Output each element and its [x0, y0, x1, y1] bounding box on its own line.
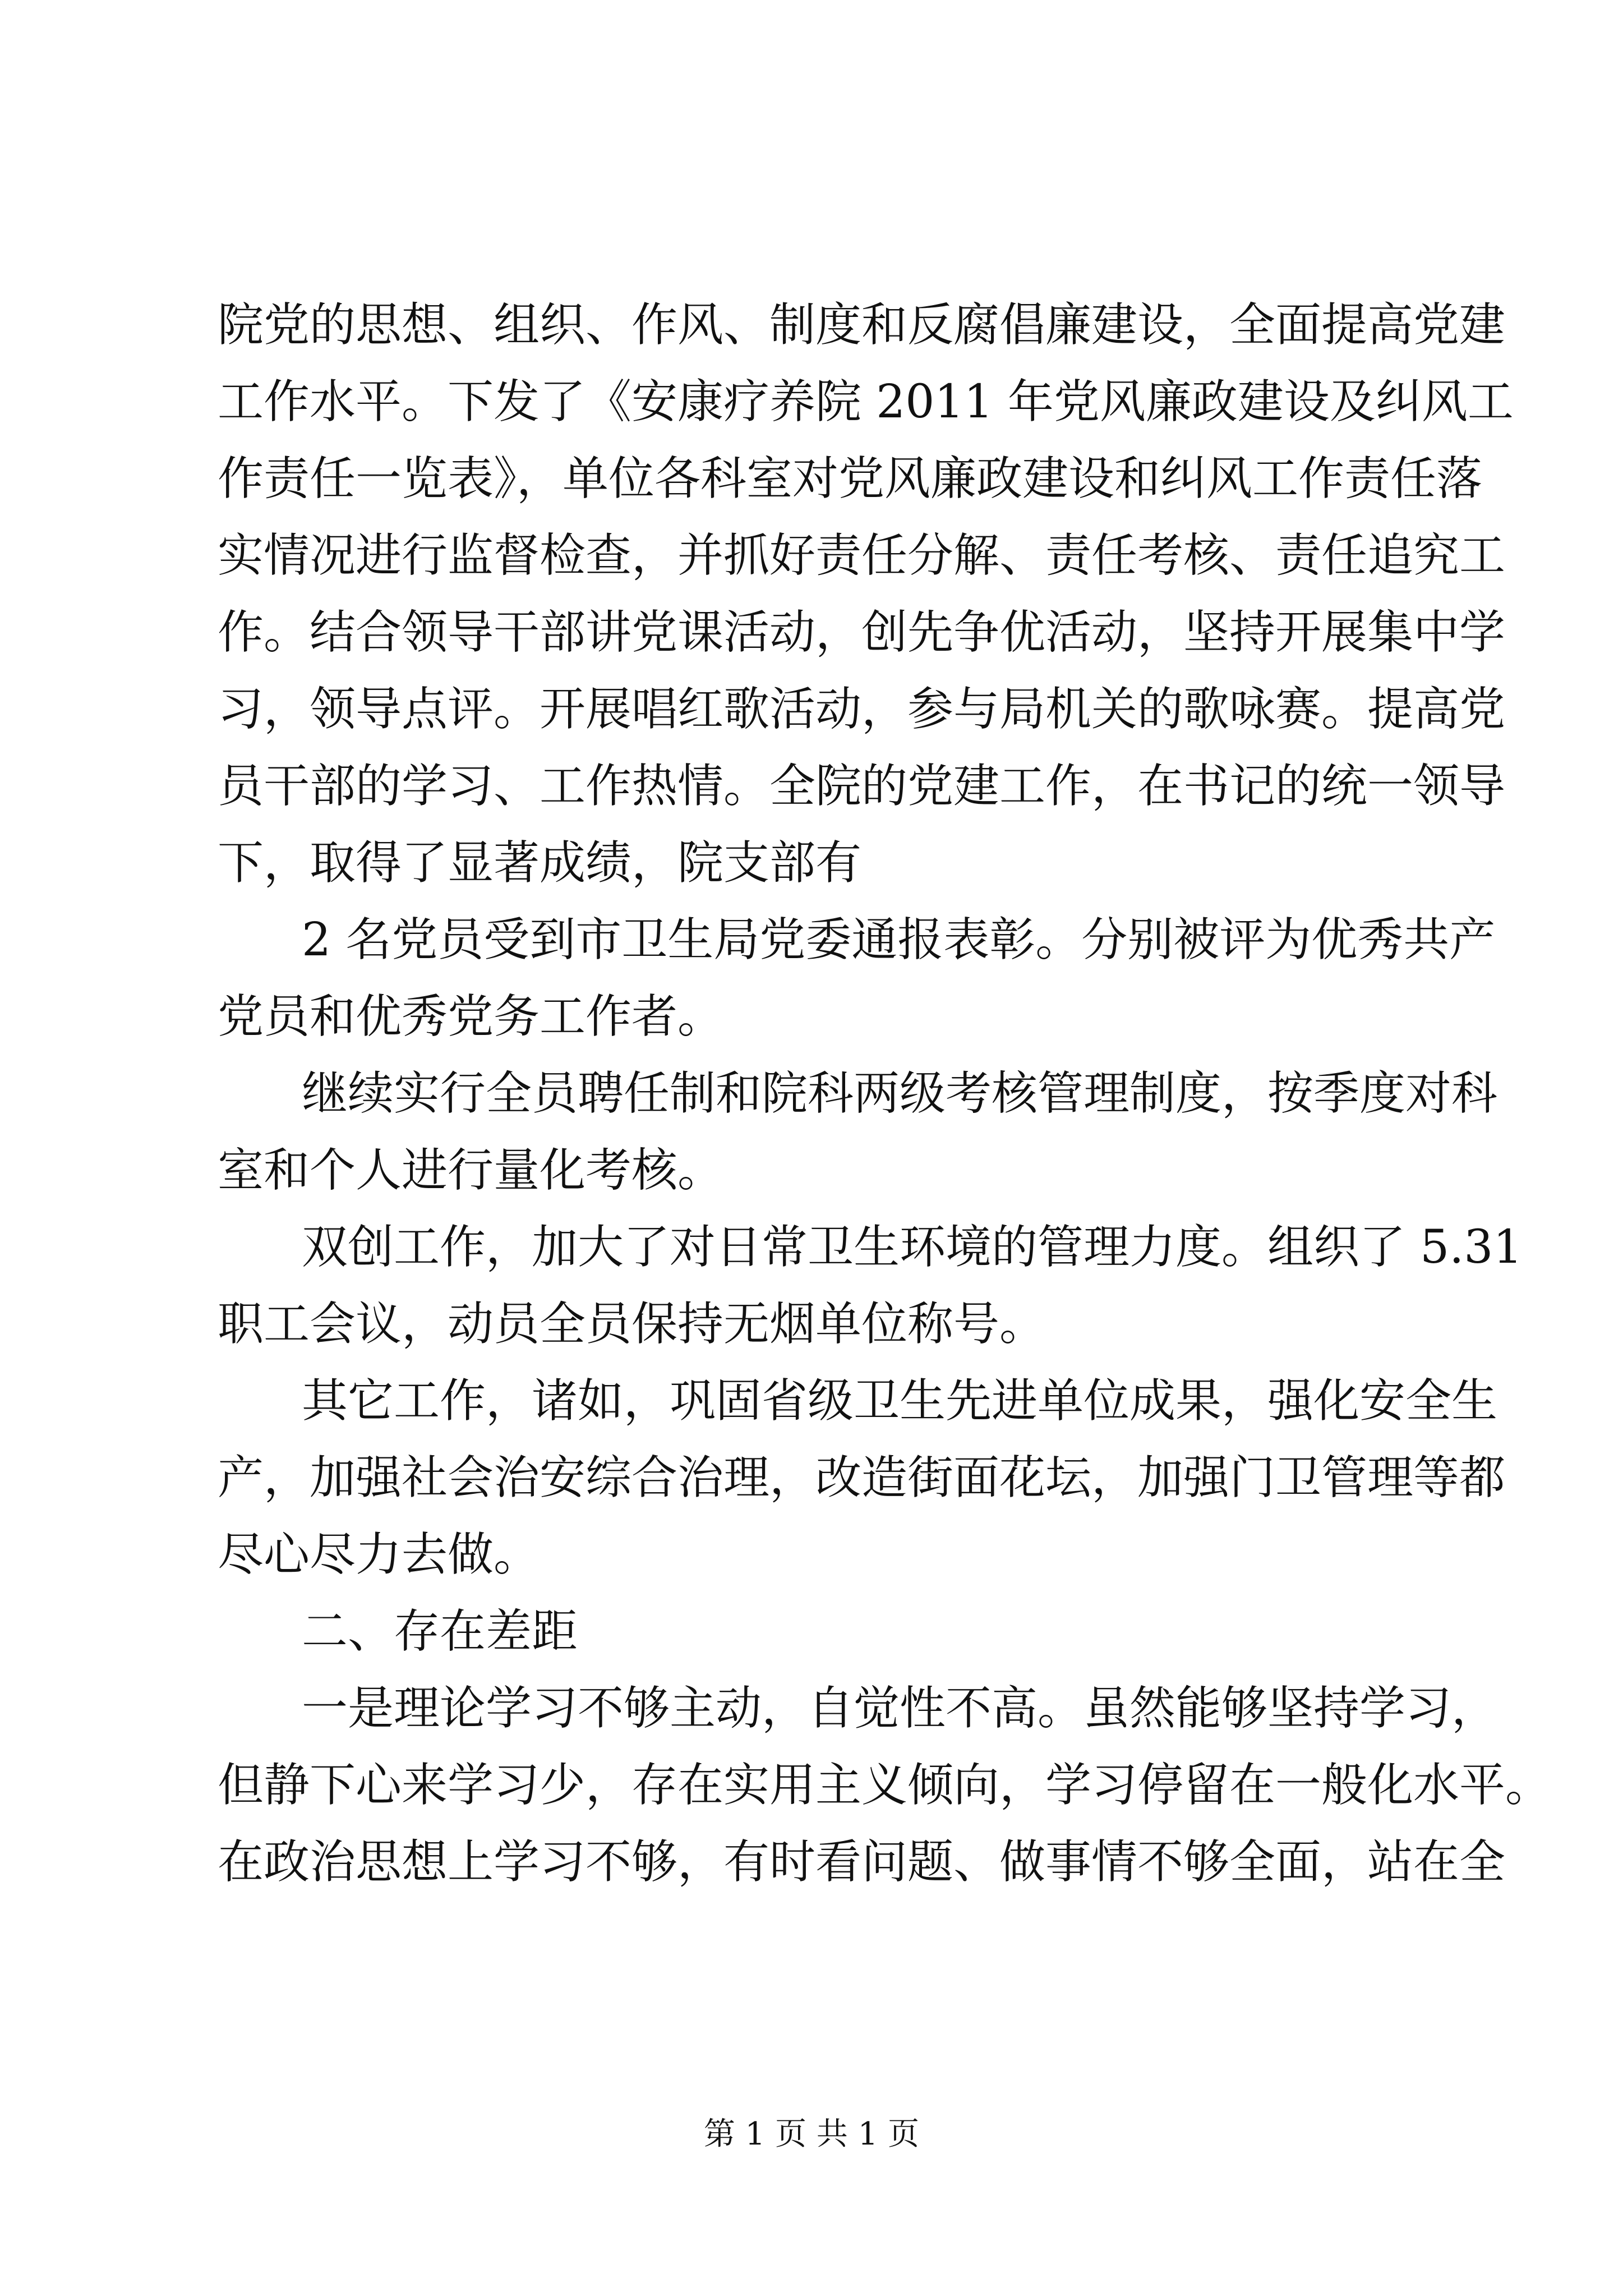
text-line: 一是理论学习不够主动，自觉性不高。虽然能够坚持学习，: [302, 1682, 1498, 1735]
text-line: 院党的思想、组织、作风、制度和反腐倡廉建设，全面提高党建: [218, 298, 1506, 352]
text-line: 作责任一览表》，单位各科室对党风廉政建设和纠风工作责任落: [218, 452, 1483, 505]
text-line: 继续实行全员聘任制和院科两级考核管理制度，按季度对科: [302, 1067, 1498, 1120]
text-line: 工作水平。下发了《安康疗养院 2011 年党风廉政建设及纠风工: [218, 375, 1514, 429]
page-footer: 第 1 页 共 1 页: [703, 2116, 920, 2152]
text-line: 在政治思想上学习不够，有时看问题、做事情不够全面，站在全: [218, 1835, 1506, 1889]
text-line: 但静下心来学习少，存在实用主义倾向，学习停留在一般化水平。: [218, 1759, 1552, 1812]
text-line: 室和个人进行量化考核。: [218, 1144, 724, 1197]
text-line: 产，加强社会治安综合治理，改造街面花坛，加强门卫管理等都: [218, 1451, 1506, 1504]
text-line: 下，取得了显著成绩，院支部有: [218, 836, 862, 890]
text-line: 作。结合领导干部讲党课活动，创先争优活动，坚持开展集中学: [218, 606, 1506, 659]
text-line: 2 名党员受到市卫生局党委通报表彰。分别被评为优秀共产: [302, 913, 1496, 967]
text-line: 职工会议，动员全员保持无烟单位称号。: [218, 1297, 1046, 1351]
section-heading: 二、存在差距: [302, 1605, 578, 1658]
text-line: 党员和优秀党务工作者。: [218, 990, 724, 1043]
text-line: 实情况进行监督检查，并抓好责任分解、责任考核、责任追究工: [218, 529, 1506, 582]
text-line: 员干部的学习、工作热情。全院的党建工作，在书记的统一领导: [218, 760, 1506, 813]
text-line: 尽心尽力去做。: [218, 1528, 540, 1581]
text-line: 双创工作，加大了对日常卫生环境的管理力度。组织了 5.31: [302, 1221, 1523, 1274]
text-line: 习，领导点评。开展唱红歌活动，参与局机关的歌咏赛。提高党: [218, 683, 1506, 736]
text-line: 其它工作，诸如，巩固省级卫生先进单位成果，强化安全生: [302, 1374, 1498, 1428]
